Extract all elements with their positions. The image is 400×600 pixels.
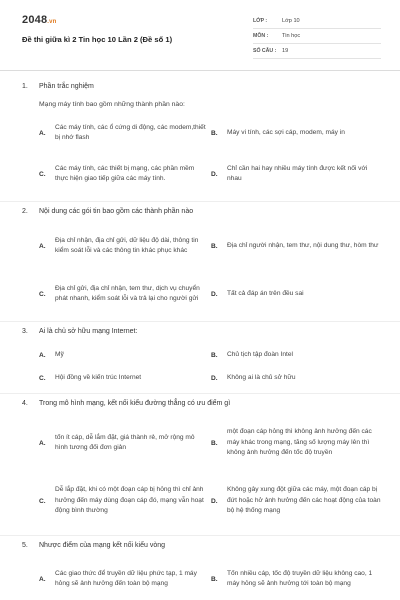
option-text: Địa chỉ gửi, địa chỉ nhận, tem thư, dịch vụ chuyển phát nhanh, kiểm soát lỗi và trả lại cho người gửi xyxy=(55,284,200,302)
question-1-option-c[interactable] xyxy=(39,157,209,191)
option-letter: D. xyxy=(211,170,218,178)
logo-tld: .vn xyxy=(47,19,57,25)
question-4-option-a[interactable] xyxy=(39,418,209,468)
option-letter: B. xyxy=(211,129,218,137)
option-text: Chủ tịch tập đoàn Intel xyxy=(227,350,293,358)
option-letter: D. xyxy=(211,374,218,382)
option-text: Không ai là chủ sở hữu xyxy=(227,373,296,381)
meta-label: SỐ CÂU : xyxy=(253,48,277,54)
option-letter: B. xyxy=(211,575,218,583)
option-letter: A. xyxy=(39,351,46,359)
question-4-option-c[interactable] xyxy=(39,476,209,526)
question-3-option-b[interactable] xyxy=(211,349,381,361)
meta-label: MÔN : xyxy=(253,33,269,39)
option-text: Hội đồng về kiến trúc Internet xyxy=(55,373,142,381)
meta-row-count xyxy=(253,44,381,59)
question-divider xyxy=(0,393,400,394)
question-3-option-a[interactable] xyxy=(39,349,209,361)
question-4-option-d[interactable] xyxy=(211,476,381,526)
page-header xyxy=(0,0,400,68)
question-2-option-b[interactable] xyxy=(211,228,381,264)
question-1-option-a[interactable] xyxy=(39,121,209,145)
site-logo[interactable] xyxy=(22,14,57,26)
question-divider xyxy=(0,535,400,536)
option-letter: D. xyxy=(211,497,218,505)
option-text: Không gây xung đột giữa các máy, một đoạn cáp bị đứt hoặc hở ảnh hưởng đến các hoạt động của toàn bộ hệ thống mạng xyxy=(227,486,381,515)
option-letter: A. xyxy=(39,439,46,447)
option-letter: D. xyxy=(211,290,218,298)
option-text: Dễ lắp đặt, khi có một đoạn cáp bị hỏng thì chỉ ảnh hưởng đến máy dùng đoạn cáp đó, mạng vẫn hoạt động bình thường xyxy=(55,486,204,515)
question-2-option-d[interactable] xyxy=(211,276,381,312)
option-letter: A. xyxy=(39,129,46,137)
question-3-option-c[interactable] xyxy=(39,372,209,384)
meta-row-class xyxy=(253,14,381,29)
section-number: 1. xyxy=(22,83,28,90)
option-text: Địa chỉ người nhận, tem thư, nội dung thư, hòm thư xyxy=(227,241,379,249)
question-number: 4. xyxy=(22,400,28,407)
header-divider xyxy=(0,70,400,71)
question-heading xyxy=(22,208,193,215)
question-5-option-a[interactable] xyxy=(39,562,209,596)
question-stem: Ai là chủ sở hữu mạng Internet: xyxy=(39,328,138,335)
question-heading xyxy=(22,328,137,335)
meta-value: 19 xyxy=(282,48,289,54)
meta-value: Tin học xyxy=(282,33,301,39)
question-heading xyxy=(22,542,165,549)
section-heading xyxy=(22,83,94,90)
question-1-option-d[interactable] xyxy=(211,157,381,191)
option-text: Mỹ xyxy=(55,350,64,358)
question-5-option-b[interactable] xyxy=(211,562,381,596)
option-letter: A. xyxy=(39,575,46,583)
question-divider xyxy=(0,321,400,322)
question-2-option-c[interactable] xyxy=(39,276,209,312)
option-letter: A. xyxy=(39,242,46,250)
question-stem: Trong mô hình mạng, kết nối kiểu đường thẳng có ưu điểm gì xyxy=(39,400,231,407)
question-1-option-b[interactable] xyxy=(211,121,381,145)
option-letter: B. xyxy=(211,439,218,447)
option-text: một đoạn cáp hỏng thì không ảnh hưởng đến các máy khác trong mạng, tăng số lượng máy lên thì không ảnh hưởng đến tốc độ truyền xyxy=(227,428,372,457)
question-3-option-d[interactable] xyxy=(211,372,381,384)
option-letter: C. xyxy=(39,290,46,298)
option-text: Chỉ cần hai hay nhiều máy tính được kết nối với nhau xyxy=(227,164,368,182)
meta-row-subject xyxy=(253,29,381,44)
option-text: Các máy tính, các thiết bị mạng, các phần mềm thực hiện giao tiếp giữa các máy tính. xyxy=(55,164,195,182)
question-number: 2. xyxy=(22,208,28,215)
logo-main: 2048 xyxy=(22,14,48,26)
option-text: Tốn nhiều cáp, tốc độ truyền dữ liệu không cao, 1 máy hỏng sẽ ảnh hưởng tới toàn bộ mạng xyxy=(227,569,373,587)
question-stem: Mạng máy tính bao gồm những thành phần nào: xyxy=(39,101,185,108)
question-stem: Nhược điểm của mạng kết nối kiểu vòng xyxy=(39,542,166,549)
question-2-option-a[interactable] xyxy=(39,228,209,264)
option-text: Địa chỉ nhận, địa chỉ gửi, dữ liệu độ dài, thông tin kiểm soát lỗi và các thông tin khác phục khác xyxy=(55,236,199,254)
meta-label: LỚP : xyxy=(253,18,268,24)
question-heading xyxy=(22,400,230,407)
option-text: Máy vi tính, các sợi cáp, modem, máy in xyxy=(227,128,345,136)
question-4-option-b[interactable] xyxy=(211,418,381,468)
option-text: Tất cả đáp án trên đều sai xyxy=(227,289,304,297)
option-letter: C. xyxy=(39,170,46,178)
meta-value: Lớp 10 xyxy=(282,18,300,24)
question-number: 5. xyxy=(22,542,28,549)
option-letter: B. xyxy=(211,351,218,359)
option-text: Các giao thức để truyền dữ liệu phức tạp, 1 máy hỏng sẽ ảnh hưởng đến toàn bộ mạng xyxy=(55,569,197,587)
exam-meta xyxy=(253,14,381,59)
option-letter: B. xyxy=(211,242,218,250)
option-letter: C. xyxy=(39,374,46,382)
option-letter: C. xyxy=(39,497,46,505)
option-text: tốn ít cáp, dễ lắm đặt, giá thành rẻ, mở rộng mô hình tương đối đơn giản xyxy=(55,433,195,451)
exam-title: Đề thi giữa kì 2 Tin học 10 Lần 2 (Đề số 1) xyxy=(22,35,173,44)
section-title: Phần trắc nghiệm xyxy=(39,83,94,90)
option-text: Các máy tính, các ổ cứng di động, các modem,thiết bị nhớ flash xyxy=(55,123,206,141)
question-number: 3. xyxy=(22,328,28,335)
question-divider xyxy=(0,201,400,202)
question-stem: Nội dung các gói tin bao gồm các thành phần nào xyxy=(39,208,194,215)
